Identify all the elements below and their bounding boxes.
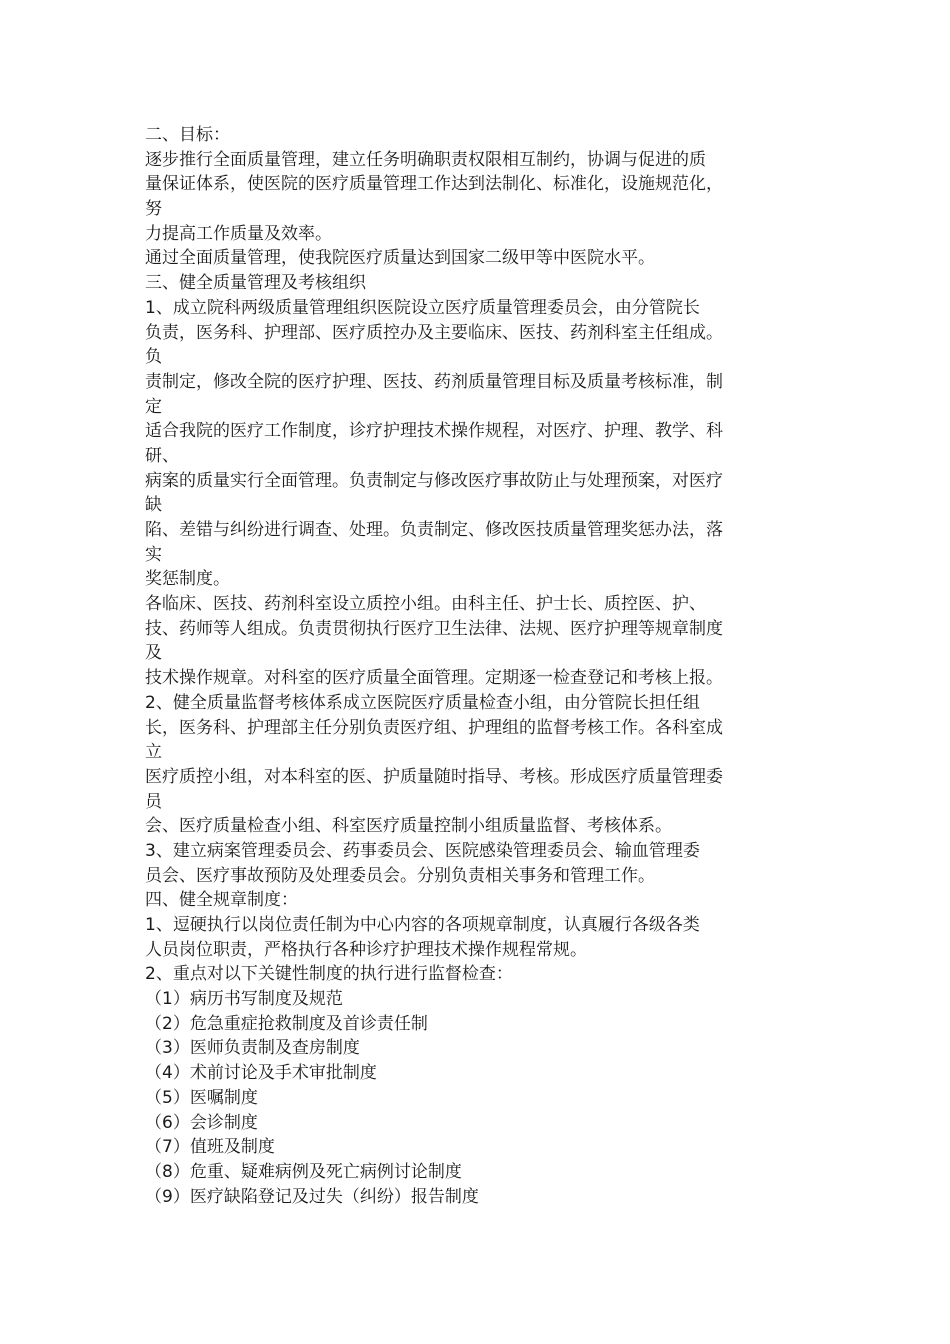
text-line: 医疗质控小组，对本科室的医、护质量随时指导、考核。形成医疗质量管理委	[145, 766, 723, 787]
text-line: 负责，医务科、护理部、医疗质控办及主要临床、医技、药剂科室主任组成。	[145, 322, 723, 343]
text-line: 缺	[145, 495, 162, 516]
text-line: 三、健全质量管理及考核组织	[145, 273, 366, 294]
text-line: 二、目标：	[145, 125, 230, 145]
text-line: （2）危急重症抢救制度及首诊责任制	[145, 1013, 428, 1034]
text-line: 研、	[145, 445, 179, 466]
text-line: 适合我院的医疗工作制度，诊疗护理技术操作规程，对医疗、护理、教学、科	[145, 421, 723, 442]
text-line: 2、健全质量监督考核体系成立医院医疗质量检查小组，由分管院长担任组	[145, 692, 700, 713]
text-line: （7）值班及制度	[145, 1137, 275, 1158]
text-line: 及	[145, 643, 162, 664]
text-line: 奖惩制度。	[145, 569, 230, 590]
text-line: 陷、差错与纠纷进行调查、处理。负责制定、修改医技质量管理奖惩办法，落	[145, 520, 723, 540]
text-line: 定	[145, 396, 162, 417]
text-line: 逐步推行全面质量管理，建立任务明确职责权限相互制约，协调与促进的质	[145, 149, 706, 170]
text-line: （1）病历书写制度及规范	[145, 989, 343, 1010]
text-line: 技术操作规章。对科室的医疗质量全面管理。定期逐一检查登记和考核上报。	[145, 668, 723, 689]
text-line: 责制定，修改全院的医疗护理、医技、药剂质量管理目标及质量考核标准，制	[145, 371, 723, 392]
text-line: （3）医师负责制及查房制度	[145, 1038, 360, 1059]
text-line: 努	[145, 199, 162, 220]
text-line: （5）医嘱制度	[145, 1087, 258, 1108]
text-line: 通过全面质量管理，使我院医疗质量达到国家二级甲等中医院水平。	[145, 248, 655, 269]
text-line: （4）术前讨论及手术审批制度	[145, 1063, 377, 1084]
text-line: 立	[145, 742, 162, 763]
text-line: 量保证体系，使医院的医疗质量管理工作达到法制化、标准化，设施规范化，	[145, 174, 723, 195]
text-line: 1、成立院科两级质量管理组织医院设立医疗质量管理委员会，由分管院长	[145, 297, 700, 318]
text-line: 3、建立病案管理委员会、药事委员会、医院感染管理委员会、输血管理委	[145, 840, 700, 861]
text-line: 力提高工作质量及效率。	[145, 223, 332, 244]
text-line: 技、药师等人组成。负责贯彻执行医疗卫生法律、法规、医疗护理等规章制度	[145, 618, 723, 639]
document-body	[145, 123, 815, 1209]
text-line: 1、逗硬执行以岗位责任制为中心内容的各项规章制度，认真履行各级各类	[145, 915, 700, 935]
text-line: （6）会诊制度	[145, 1112, 258, 1133]
text-line: （8）危重、疑难病例及死亡病例讨论制度	[145, 1161, 462, 1182]
text-line: 负	[145, 347, 162, 368]
text-line: 员会、医疗事故预防及处理委员会。分别负责相关事务和管理工作。	[145, 865, 655, 886]
text-line: 病案的质量实行全面管理。负责制定与修改医疗事故防止与处理预案，对医疗	[145, 470, 723, 491]
text-line: 会、医疗质量检查小组、科室医疗质量控制小组质量监督、考核体系。	[145, 816, 672, 837]
text-line: 实	[145, 544, 162, 565]
text-line: 各临床、医技、药剂科室设立质控小组。由科主任、护士长、质控医、护、	[145, 594, 706, 615]
text-line: 2、重点对以下关键性制度的执行进行监督检查：	[145, 964, 513, 985]
text-line: 员	[145, 791, 162, 812]
text-line: 长，医务科、护理部主任分别负责医疗组、护理组的监督考核工作。各科室成	[145, 717, 723, 738]
text-line: 四、健全规章制度：	[145, 890, 298, 911]
text-line: 人员岗位职责，严格执行各种诊疗护理技术操作规程常规。	[145, 939, 587, 960]
text-line: （9）医疗缺陷登记及过失（纠纷）报告制度	[145, 1186, 479, 1207]
